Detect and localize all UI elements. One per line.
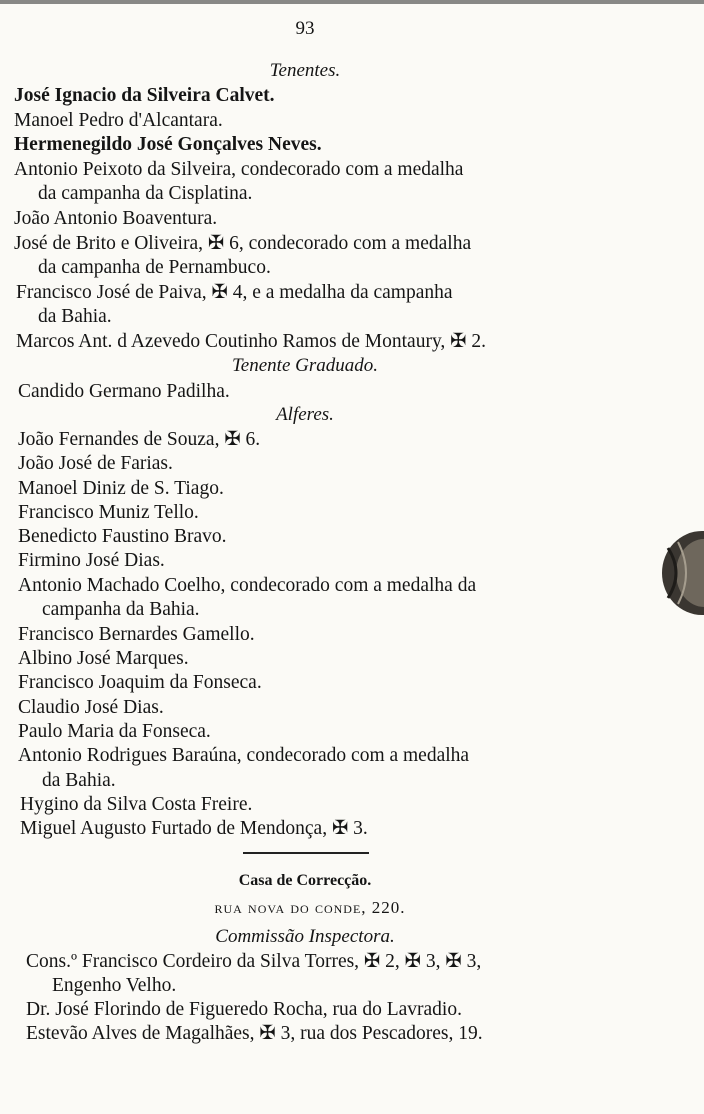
heading-casa-de-correccao: Casa de Correcção.: [238, 872, 372, 889]
entry-line: Claudio José Dias.: [18, 697, 164, 718]
entry-line: Hermenegildo José Gonçalves Neves.: [14, 134, 322, 155]
entry-line: Francisco Joaquim da Fonseca.: [18, 672, 262, 693]
entry-line: Francisco Bernardes Gamello.: [18, 624, 255, 645]
entry-line: Francisco José de Paiva, ✠ 4, e a medalha da campanha: [16, 282, 453, 303]
entry-line: João José de Farias.: [18, 453, 173, 474]
entry-line: Estevão Alves de Magalhães, ✠ 3, rua dos Pescadores, 19.: [26, 1023, 483, 1044]
book-binding-shadow: [654, 528, 704, 618]
heading-tenente-graduado: Tenente Graduado.: [231, 355, 379, 376]
entry-line: Antonio Rodrigues Baraúna, condecorado com a medalha: [18, 745, 470, 766]
entry-line: Marcos Ant. d Azevedo Coutinho Ramos de Montaury, ✠ 2.: [16, 331, 487, 352]
heading-tenentes: Tenentes.: [269, 60, 341, 81]
entry-line: José Ignacio da Silveira Calvet.: [14, 85, 275, 106]
entry-line-continuation: da Bahia.: [38, 306, 112, 327]
entry-line: Manoel Pedro d'Alcantara.: [14, 110, 223, 131]
entry-line: Benedicto Faustino Bravo.: [18, 526, 227, 547]
address-line: rua nova do conde, 220.: [214, 898, 406, 917]
entry-line-continuation: campanha da Bahia.: [42, 599, 200, 620]
entry-line: Antonio Peixoto da Silveira, condecorado com a medalha: [14, 159, 464, 180]
entry-line: Dr. José Florindo de Figueredo Rocha, rua do Lavradio.: [26, 999, 462, 1020]
entry-line-continuation: da campanha da Cisplatina.: [38, 183, 253, 204]
entry-line: João Fernandes de Souza, ✠ 6.: [18, 429, 261, 450]
page-number: 93: [295, 18, 315, 39]
entry-line: Antonio Machado Coelho, condecorado com a medalha da: [18, 575, 477, 596]
entry-line: Candido Germano Padilha.: [18, 381, 230, 402]
heading-commissao-inspectora: Commissão Inspectora.: [215, 926, 395, 947]
entry-line-continuation: Engenho Velho.: [52, 975, 177, 996]
entry-line: José de Brito e Oliveira, ✠ 6, condecorado com a medalha: [14, 233, 472, 254]
entry-line-continuation: da campanha de Pernambuco.: [38, 257, 271, 278]
heading-alferes: Alferes.: [276, 404, 334, 425]
top-edge-shadow: [0, 0, 704, 4]
entry-line: Miguel Augusto Furtado de Mendonça, ✠ 3.: [20, 818, 368, 839]
entry-line: Manoel Diniz de S. Tiago.: [18, 478, 224, 499]
entry-line: Paulo Maria da Fonseca.: [18, 721, 211, 742]
entry-line: Albino José Marques.: [18, 648, 189, 669]
entry-line: Hygino da Silva Costa Freire.: [20, 794, 253, 815]
entry-line: João Antonio Boaventura.: [14, 208, 218, 229]
section-divider: [243, 852, 369, 854]
entry-line-continuation: da Bahia.: [42, 770, 116, 791]
entry-line: Cons.º Francisco Cordeiro da Silva Torres, ✠ 2, ✠ 3, ✠ 3,: [26, 951, 482, 972]
entry-line: Francisco Muniz Tello.: [18, 502, 199, 523]
entry-line: Firmino José Dias.: [18, 550, 165, 571]
